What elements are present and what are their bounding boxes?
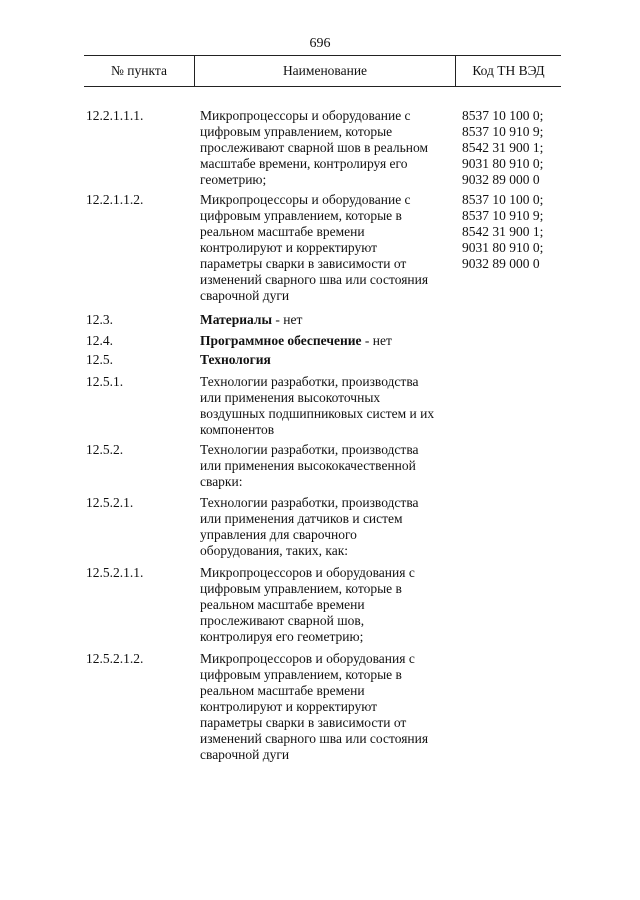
row-number: 12.5.1. — [86, 374, 124, 389]
name-line: реальном масштабе времени — [200, 597, 365, 612]
name-line: сварки: — [200, 474, 243, 489]
name-line: масштабе времени, контролируя его — [200, 156, 408, 171]
code-line: 8542 31 900 1; — [462, 224, 544, 239]
code-line: 8537 10 910 9; — [462, 208, 544, 223]
code-line: 8537 10 100 0; — [462, 192, 544, 207]
name-line: реальном масштабе времени — [200, 683, 365, 698]
name-line: компонентов — [200, 422, 275, 437]
header-number: № пункта — [111, 63, 167, 78]
name-line: или применения высококачественной — [200, 458, 416, 473]
row-name — [200, 442, 450, 490]
name-line: реальном масштабе времени — [200, 224, 365, 239]
table-header — [84, 55, 561, 87]
name-line: Микропроцессоров и оборудования с — [200, 651, 415, 666]
row-codes — [462, 108, 572, 188]
code-line: 9031 80 910 0; — [462, 240, 544, 255]
row-name — [200, 374, 450, 438]
name-line: или применения датчиков и систем — [200, 511, 403, 526]
name-line: Технологии разработки, производства — [200, 442, 419, 457]
code-line: 9032 89 000 0 — [462, 172, 540, 187]
name-line: контролируют и корректируют — [200, 699, 378, 714]
row-codes — [462, 192, 572, 272]
name-line: цифровым управлением, которые — [200, 124, 393, 139]
row-name — [200, 333, 450, 349]
row-name — [200, 108, 450, 188]
row-name — [200, 651, 450, 763]
row-number: 12.2.1.1.2. — [86, 192, 144, 207]
row-name — [200, 312, 450, 328]
header-code: Код ТН ВЭД — [472, 63, 545, 78]
name-line: или применения высокоточных — [200, 390, 381, 405]
section-title: Программное обеспечение — [200, 333, 362, 348]
row-number: 12.2.1.1.1. — [86, 108, 144, 123]
section-title: Технология — [200, 352, 271, 367]
name-line: параметры сварки в зависимости от — [200, 256, 407, 271]
row-number: 12.4. — [86, 333, 113, 348]
row-name — [200, 192, 450, 304]
section-status: - нет — [361, 333, 392, 348]
name-line: управления для сварочного — [200, 527, 357, 542]
name-line: оборудования, таких, как: — [200, 543, 349, 558]
name-line: Микропроцессоры и оборудование с — [200, 108, 411, 123]
row-number: 12.5.2. — [86, 442, 124, 457]
row-number: 12.5.2.1. — [86, 495, 134, 510]
code-line: 8537 10 100 0; — [462, 108, 544, 123]
row-number: 12.5.2.1.1. — [86, 565, 144, 580]
name-line: прослеживают сварной шов, — [200, 613, 365, 628]
name-line: цифровым управлением, которые в — [200, 667, 402, 682]
row-number: 12.3. — [86, 312, 113, 327]
row-name — [200, 565, 450, 645]
name-line: цифровым управлением, которые в — [200, 208, 402, 223]
name-line: сварочной дуги — [200, 747, 290, 762]
name-line: контролируя его геометрию; — [200, 629, 364, 644]
name-line: изменений сварного шва или состояния — [200, 731, 429, 746]
page-number: 696 — [309, 36, 331, 51]
code-line: 9032 89 000 0 — [462, 256, 540, 271]
row-name — [200, 352, 450, 368]
name-line: Микропроцессоров и оборудования с — [200, 565, 415, 580]
name-line: контролируют и корректируют — [200, 240, 378, 255]
name-line: Микропроцессоры и оборудование с — [200, 192, 411, 207]
code-line: 8542 31 900 1; — [462, 140, 544, 155]
name-line: цифровым управлением, которые в — [200, 581, 402, 596]
name-line: параметры сварки в зависимости от — [200, 715, 407, 730]
section-status: - нет — [272, 312, 303, 327]
name-line: прослеживают сварной шов в реальном — [200, 140, 429, 155]
row-name — [200, 495, 450, 559]
name-line: Технологии разработки, производства — [200, 495, 419, 510]
name-line: геометрию; — [200, 172, 267, 187]
row-number: 12.5. — [86, 352, 113, 367]
name-line: Технологии разработки, производства — [200, 374, 419, 389]
name-line: сварочной дуги — [200, 288, 290, 303]
code-line: 8537 10 910 9; — [462, 124, 544, 139]
name-line: воздушных подшипниковых систем и их — [200, 406, 435, 421]
header-name: Наименование — [282, 63, 368, 78]
name-line: изменений сварного шва или состояния — [200, 272, 429, 287]
row-number: 12.5.2.1.2. — [86, 651, 144, 666]
code-line: 9031 80 910 0; — [462, 156, 544, 171]
section-title: Материалы — [200, 312, 273, 327]
